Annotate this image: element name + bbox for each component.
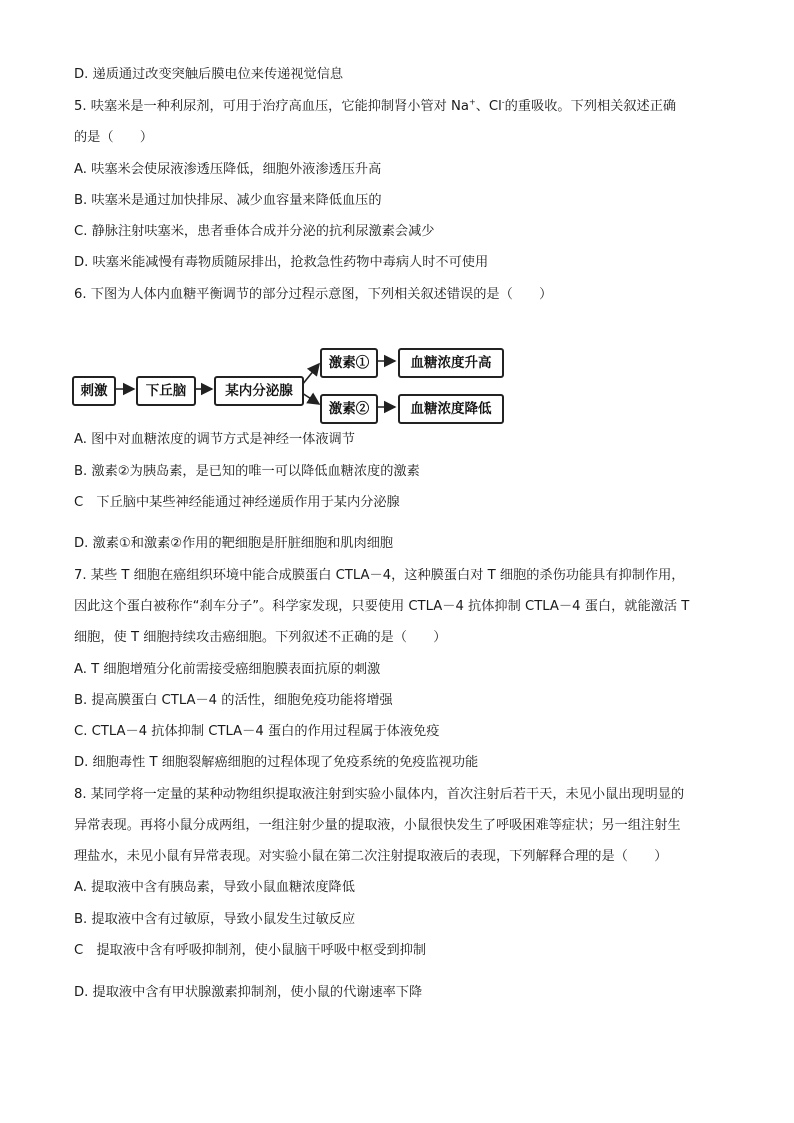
q5-option-d: D. 呋塞米能减慢有毒物质随尿排出，抢救急性药物中毒病人时不可使用	[74, 255, 489, 270]
q8-option-c: C 提取液中含有呼吸抑制剂，使小鼠脑干呼吸中枢受到抑制	[74, 943, 427, 958]
q6-option-a: A. 图中对血糖浓度的调节方式是神经一体液调节	[74, 432, 355, 447]
box-glucose-up: 血糖浓度升高	[398, 348, 504, 378]
q6-option-b: B. 激素②为胰岛素，是已知的唯一可以降低血糖浓度的激素	[74, 464, 420, 479]
q5-sup-minus: -	[501, 97, 505, 107]
q8-stem-line-1: 8. 某同学将一定量的某种动物组织提取液注射到实验小鼠体内，首次注射后若干天，未见小鼠出现明显的	[74, 787, 685, 802]
arrow-gland-to-hormone2	[302, 393, 319, 404]
q6-option-c: C 下丘脑中某些神经能通过神经递质作用于某内分泌腺	[74, 495, 400, 510]
q8-stem-line-2: 异常表现。再将小鼠分成两组，一组注射少量的提取液，小鼠很快发生了呼吸困难等症状；另一组注射生	[74, 818, 681, 833]
q5-option-c: C. 静脉注射呋塞米，患者垂体合成并分泌的抗利尿激素会减少	[74, 224, 435, 239]
q5-stem-text-b: 、Cl	[475, 99, 502, 114]
q8-option-b: B. 提取液中含有过敏原，导致小鼠发生过敏反应	[74, 912, 356, 927]
q7-option-b: B. 提高膜蛋白 CTLA－4 的活性，细胞免疫功能将增强	[74, 693, 393, 708]
q6-diagram	[70, 340, 510, 420]
q5-option-b: B. 呋塞米是通过加快排尿、减少血容量来降低血压的	[74, 193, 382, 208]
box-glucose-down: 血糖浓度降低	[398, 394, 504, 424]
q4-option-d: D. 递质通过改变突触后膜电位来传递视觉信息	[74, 67, 344, 82]
q6-stem: 6. 下图为人体内血糖平衡调节的部分过程示意图，下列相关叙述错误的是（ ）	[74, 287, 553, 302]
q7-stem-line-2: 因此这个蛋白被称作“刹车分子”。科学家发现，只要使用 CTLA－4 抗体抑制 CTLA－4 蛋白，就能激活 T	[74, 599, 690, 614]
box-stimulus: 刺激	[72, 376, 116, 406]
box-endocrine-gland: 某内分泌腺	[214, 376, 304, 406]
box-hypothalamus: 下丘脑	[136, 376, 196, 406]
q5-sup-plus: +	[468, 97, 476, 107]
box-hormone-1: 激素①	[320, 348, 378, 378]
box-hormone-2: 激素②	[320, 394, 378, 424]
q8-option-a: A. 提取液中含有胰岛素，导致小鼠血糖浓度降低	[74, 880, 355, 895]
q7-stem-line-3: 细胞，使 T 细胞持续攻击癌细胞。下列叙述不正确的是（ ）	[74, 630, 447, 645]
q7-option-a: A. T 细胞增殖分化前需接受癌细胞膜表面抗原的刺激	[74, 662, 381, 677]
q7-option-c: C. CTLA－4 抗体抑制 CTLA－4 蛋白的作用过程属于体液免疫	[74, 724, 440, 739]
q5-stem-text-c: 的重吸收。下列相关叙述正确	[504, 99, 677, 114]
q8-stem-line-3: 理盐水，未见小鼠有异常表现。对实验小鼠在第二次注射提取液后的表现，下列解释合理的是（ ）	[74, 849, 668, 864]
arrow-gland-to-hormone1	[302, 364, 319, 385]
q5-option-a: A. 呋塞米会使尿液渗透压降低，细胞外液渗透压升高	[74, 162, 382, 177]
q7-option-d: D. 细胞毒性 T 细胞裂解癌细胞的过程体现了免疫系统的免疫监视功能	[74, 755, 479, 770]
q5-stem-text-a: 5. 呋塞米是一种利尿剂，可用于治疗高血压，它能抑制肾小管对 Na	[74, 99, 469, 114]
q8-option-d: D. 提取液中含有甲状腺激素抑制剂，使小鼠的代谢速率下降	[74, 985, 423, 1000]
q5-stem-line-1	[74, 98, 676, 116]
q7-stem-line-1: 7. 某些 T 细胞在癌组织环境中能合成膜蛋白 CTLA－4，这种膜蛋白对 T 细胞的杀伤功能具有抑制作用，	[74, 568, 685, 583]
q5-stem-line-2: 的是（ ）	[74, 130, 154, 145]
q6-option-d: D. 激素①和激素②作用的靶细胞是肝脏细胞和肌肉细胞	[74, 536, 394, 551]
